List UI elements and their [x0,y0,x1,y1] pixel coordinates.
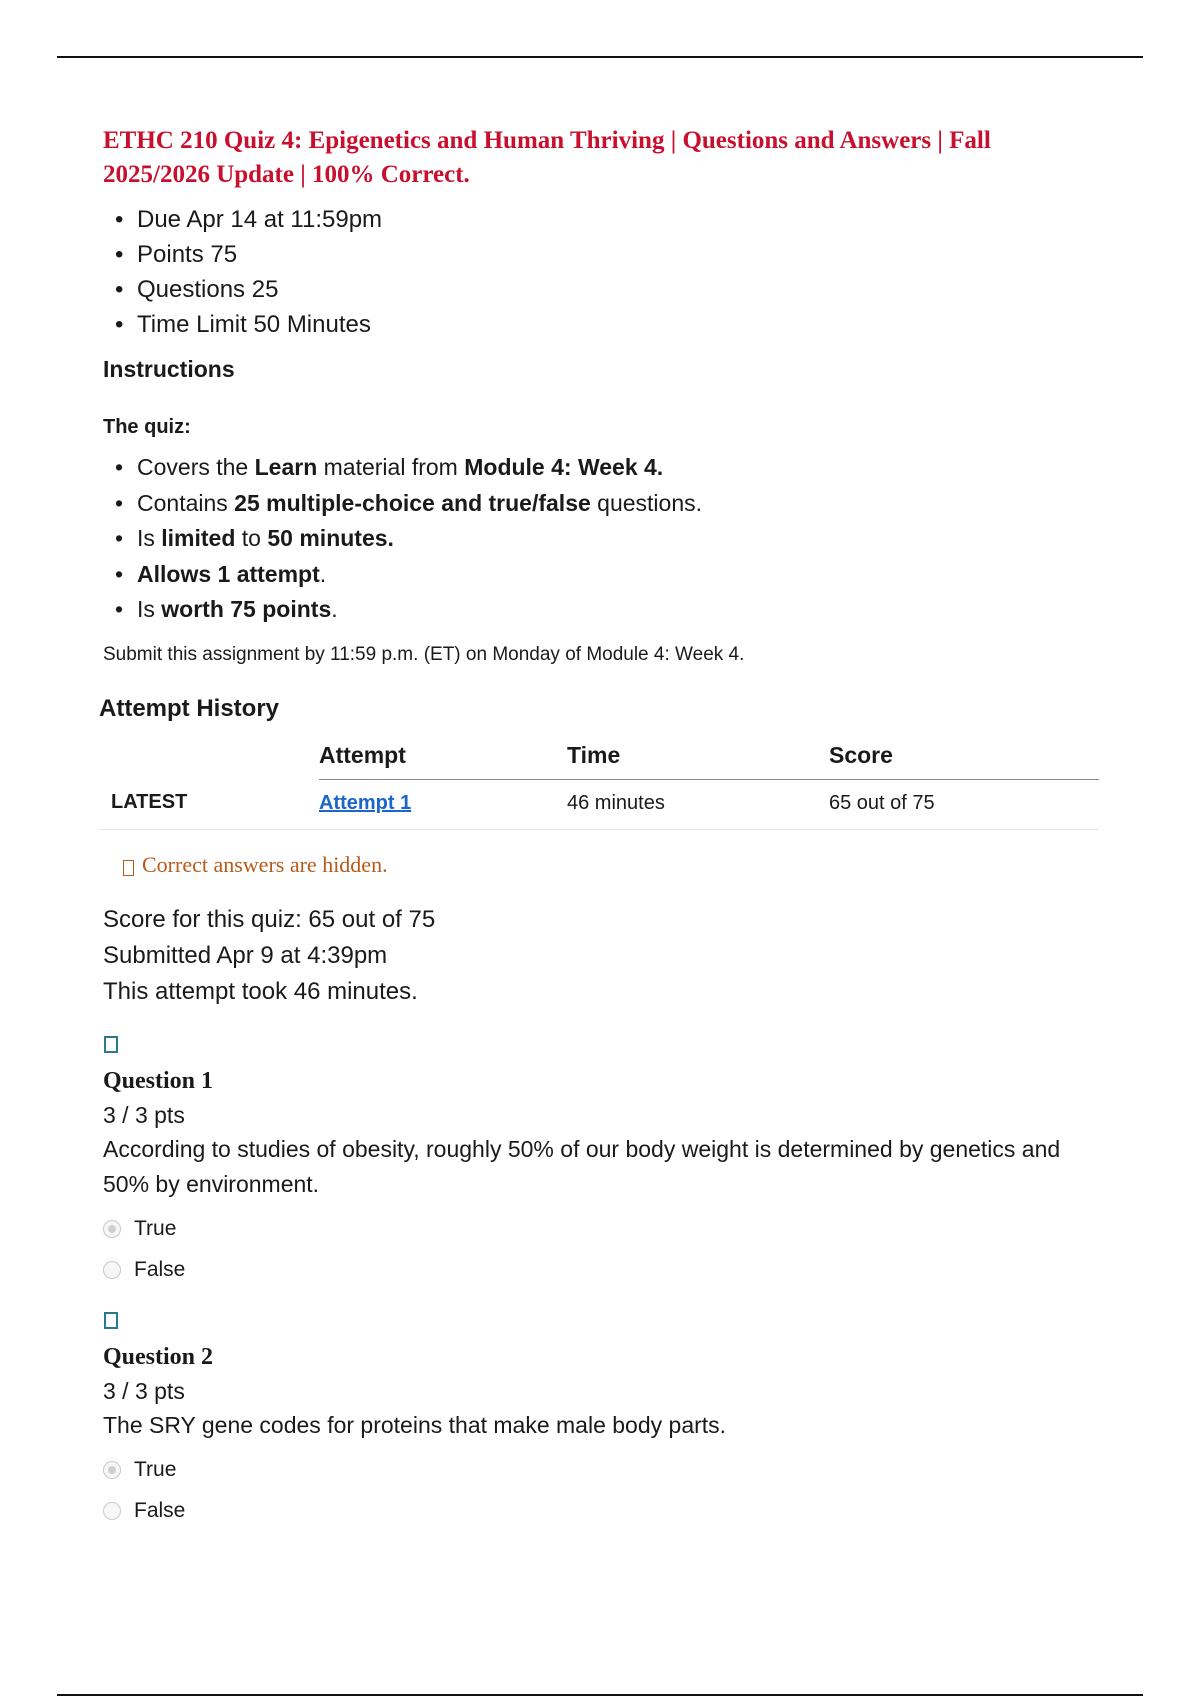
top-divider [57,56,1143,58]
question-block [103,1296,1103,1525]
square-outline-icon [123,860,134,876]
attempt-duration: This attempt took 46 minutes. [103,977,418,1005]
option-label: False [134,1498,186,1522]
question-block [103,1020,1103,1284]
attempt-summary [103,902,1103,1010]
table-row [99,779,1099,829]
answers-hidden-text: Correct answers are hidden. [142,851,388,877]
answer-option-true[interactable] [103,1456,1103,1484]
question-points: 3 / 3 pts [103,1377,185,1404]
answer-option-false[interactable] [103,1256,1103,1284]
rule-item: • Covers the Learn material from Module 4: Week 4. [115,450,1103,486]
option-label: True [134,1216,177,1240]
answers-hidden-note [123,850,1103,880]
bookmark-flag-icon[interactable] [104,1312,118,1329]
table-header-row [99,734,1099,780]
option-label: False [134,1257,186,1281]
question-points: 3 / 3 pts [103,1101,185,1128]
header-score: Score [829,734,1099,780]
answer-option-true[interactable] [103,1215,1103,1243]
quiz-meta-list [103,202,1103,342]
attempt-history-table [99,734,1099,830]
rule-item: • Is limited to 50 minutes. [115,521,1103,557]
quiz-rules-list [103,450,1103,628]
radio-button-selected[interactable] [103,1220,121,1238]
question-text: The SRY gene codes for proteins that make male body parts. [103,1411,727,1438]
meta-due: • Due Apr 14 at 11:59pm [115,202,1103,237]
submitted-time: Submitted Apr 9 at 4:39pm [103,941,388,969]
header-time: Time [567,734,829,780]
meta-questions: • Questions 25 [115,272,1103,307]
bookmark-flag-icon[interactable] [104,1036,118,1053]
quiz-score: Score for this quiz: 65 out of 75 [103,905,436,933]
meta-time-limit: • Time Limit 50 Minutes [115,307,1103,342]
attempt-link[interactable]: Attempt 1 [319,791,412,814]
instructions-heading: Instructions [103,356,235,382]
attempt-score: 65 out of 75 [829,779,1099,829]
radio-button[interactable] [103,1502,121,1520]
submit-deadline-note: Submit this assignment by 11:59 p.m. (ET) on Monday of Module 4: Week 4. [103,643,745,665]
option-label: True [134,1457,177,1481]
rule-item: • Is worth 75 points. [115,592,1103,628]
page-title: ETHC 210 Quiz 4: Epigenetics and Human Thriving | Questions and Answers | Fall 2025/2026 Update | 100% Correct. [103,127,991,188]
header-blank [99,734,319,780]
answer-option-false[interactable] [103,1497,1103,1525]
radio-button[interactable] [103,1261,121,1279]
latest-label: LATEST [99,779,319,829]
rule-item: • Contains 25 multiple-choice and true/false questions. [115,486,1103,522]
header-attempt: Attempt [319,734,567,780]
rule-item: • Allows 1 attempt. [115,557,1103,593]
bottom-divider [57,1694,1143,1696]
attempt-time: 46 minutes [567,779,829,829]
quiz-page [99,124,1103,1525]
question-text: According to studies of obesity, roughly 50% of our body weight is determined by genetics and 50% by environment. [103,1135,1061,1197]
question-title: Question 1 [103,1067,214,1094]
quiz-label: The quiz: [103,416,191,438]
question-title: Question 2 [103,1343,214,1370]
attempt-history-title: Attempt History [99,694,280,722]
radio-button-selected[interactable] [103,1461,121,1479]
meta-points: • Points 75 [115,237,1103,272]
